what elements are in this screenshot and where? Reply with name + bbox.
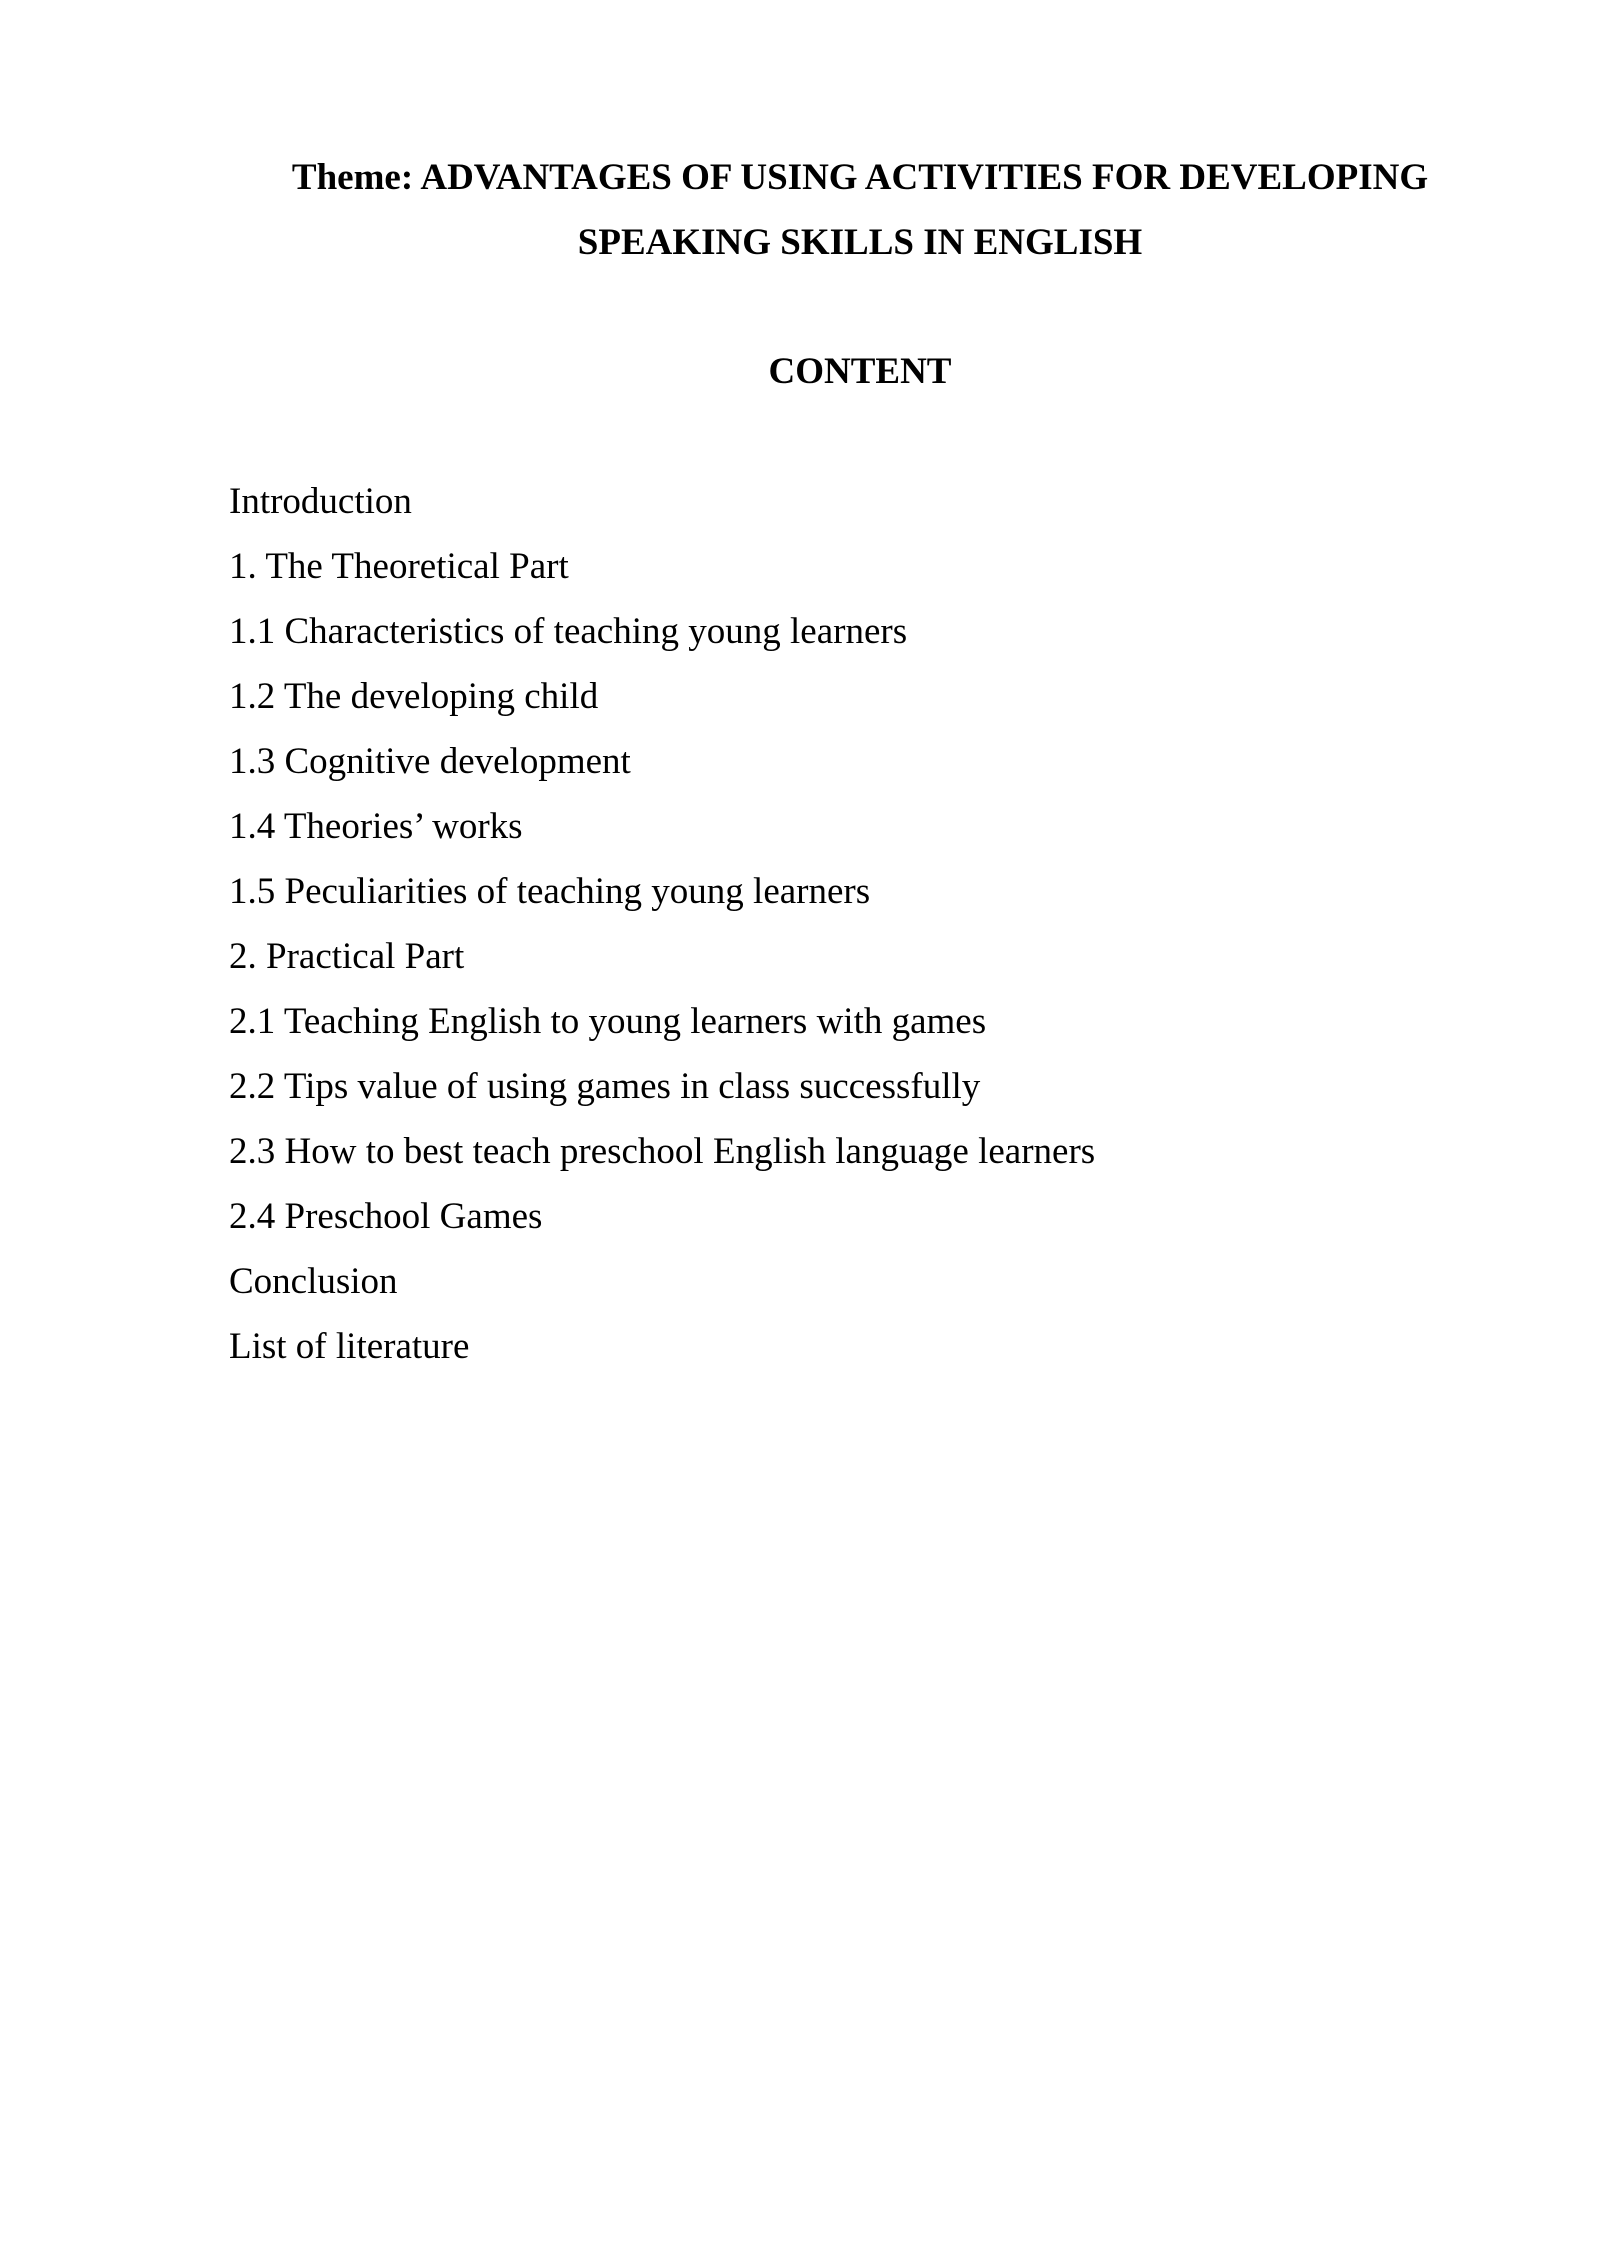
toc-item-1-3: 1.3 Cognitive development bbox=[229, 741, 631, 782]
toc-item-2-3: 2.3 How to best teach preschool English language learners bbox=[229, 1131, 1096, 1172]
toc-item-1-1: 1.1 Characteristics of teaching young learners bbox=[229, 611, 908, 652]
content-heading: CONTENT bbox=[768, 351, 952, 392]
toc-item-introduction: Introduction bbox=[229, 481, 412, 522]
title-line-1: Theme: ADVANTAGES OF USING ACTIVITIES FOR DEVELOPING bbox=[291, 157, 1429, 198]
toc-item-1-4: 1.4 Theories’ works bbox=[229, 806, 523, 847]
toc-item-theoretical-part: 1. The Theoretical Part bbox=[229, 546, 569, 587]
toc-item-1-5: 1.5 Peculiarities of teaching young learners bbox=[229, 871, 871, 912]
toc-item-conclusion: Conclusion bbox=[229, 1261, 398, 1302]
toc-item-list-of-literature: List of literature bbox=[229, 1326, 470, 1367]
toc-item-1-2: 1.2 The developing child bbox=[229, 676, 599, 717]
toc-item-2-2: 2.2 Tips value of using games in class successfully bbox=[229, 1066, 981, 1107]
title-line-2: SPEAKING SKILLS IN ENGLISH bbox=[577, 222, 1143, 263]
document-title bbox=[260, 145, 1460, 275]
toc-item-2-1: 2.1 Teaching English to young learners with games bbox=[229, 1001, 987, 1042]
toc-item-2-4: 2.4 Preschool Games bbox=[229, 1196, 543, 1237]
table-of-contents bbox=[229, 469, 1095, 1379]
toc-item-practical-part: 2. Practical Part bbox=[229, 936, 465, 977]
